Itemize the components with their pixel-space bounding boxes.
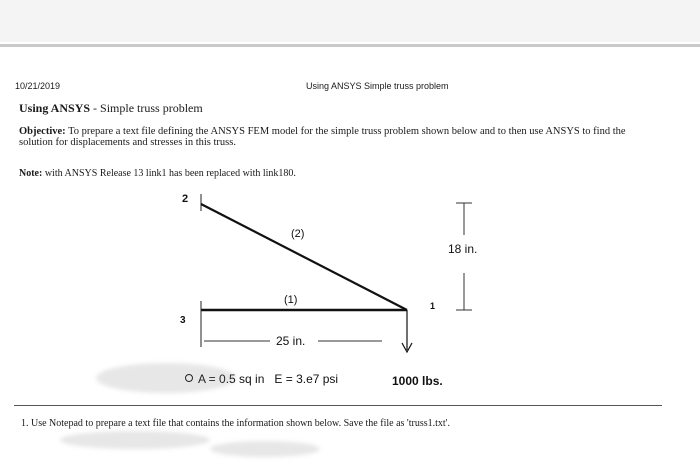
note-text: with ANSYS Release 13 link1 has been replaced with link180. xyxy=(44,168,296,179)
instruction-step-1 xyxy=(21,418,450,429)
footer-divider xyxy=(14,405,662,406)
node-1-label: 1 xyxy=(430,301,436,311)
title-sub: - Simple truss problem xyxy=(93,101,203,115)
objective-label: Objective: xyxy=(19,126,66,137)
scan-smudge xyxy=(60,431,210,449)
load-label: 1000 lbs. xyxy=(392,374,443,388)
member-1-label: (1) xyxy=(284,294,298,306)
node-2-label: 2 xyxy=(182,193,189,205)
material-properties-label: A = 0.5 sq in E = 3.e7 psi xyxy=(198,372,339,386)
node-3-label: 3 xyxy=(180,315,186,326)
objective-text: To prepare a text file defining the ANSYS FEM model for the simple truss problem shown below and to then use ANSYS to find the solution for displacements and stresses in this truss. xyxy=(19,126,626,148)
member-2-line xyxy=(201,204,407,310)
instruction-number: 1. xyxy=(21,418,29,429)
instruction-text: Use Notepad to prepare a text file that contains the information shown below. Save the file as 'truss1.txt'. xyxy=(31,418,450,429)
member-2-label: (2) xyxy=(291,228,305,240)
header-date: 10/21/2019 xyxy=(15,81,61,91)
height-dimension-label: 18 in. xyxy=(448,242,478,256)
note-label: Note: xyxy=(19,168,43,179)
header-running-title: Using ANSYS Simple truss problem xyxy=(306,81,449,91)
truss-diagram xyxy=(0,47,700,465)
document-page xyxy=(0,47,700,465)
title-main: Using ANSYS xyxy=(19,101,91,115)
width-dimension-label: 25 in. xyxy=(276,334,306,348)
window-top-area xyxy=(0,0,700,42)
scan-smudge xyxy=(96,363,236,393)
scan-smudge xyxy=(210,441,320,457)
